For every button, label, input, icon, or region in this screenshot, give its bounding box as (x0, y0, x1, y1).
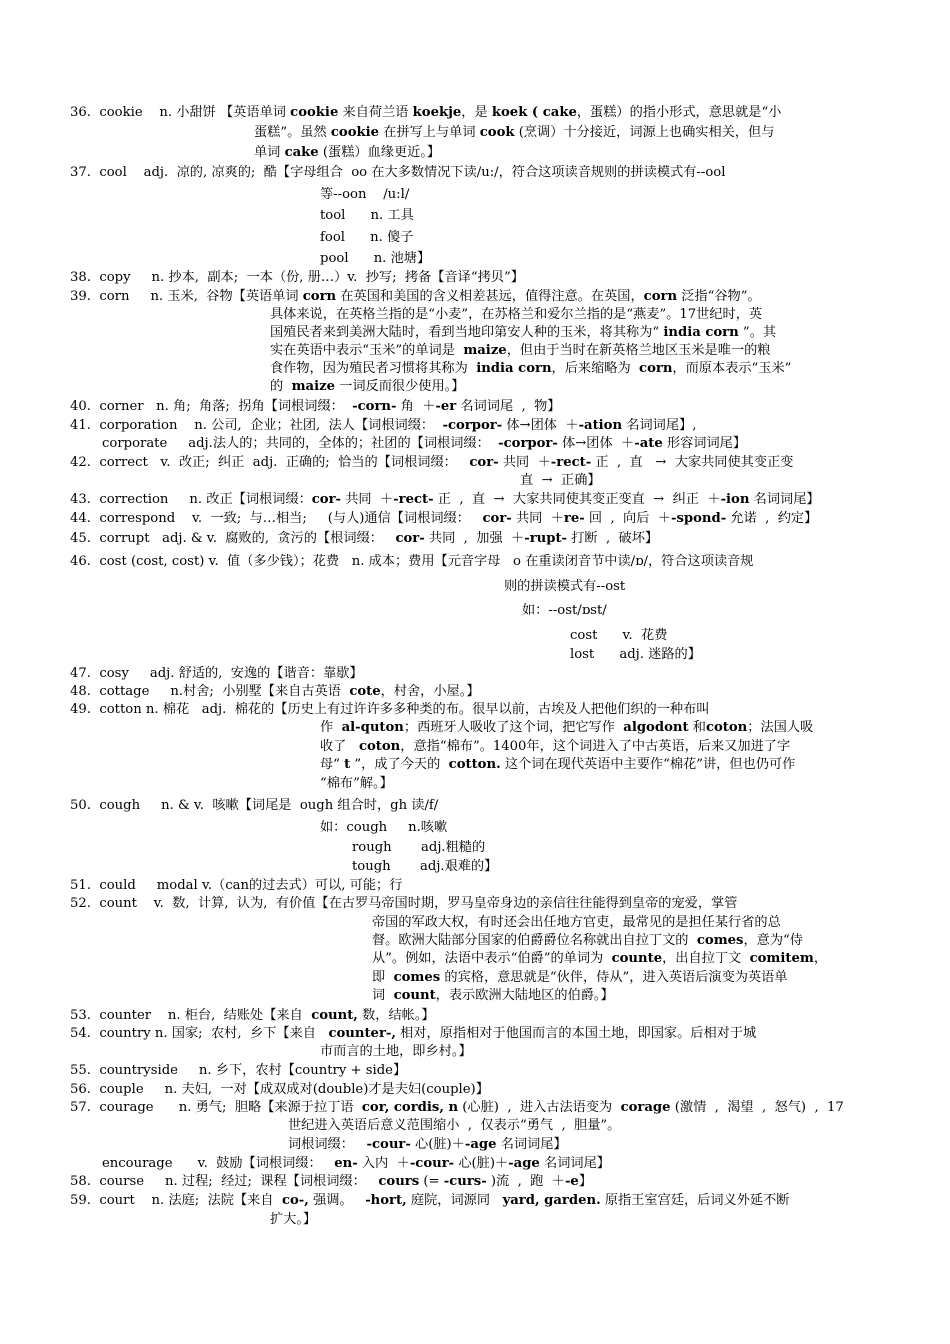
entry-line: 督。欧洲大陆部分国家的伯爵爵位名称就出自拉丁文的 comes，意为“侍 (372, 933, 803, 948)
entry-line: 36. cookie n. 小甜饼 【英语单词 cookie 来自荷兰语 koekje，是 koek ( cake，蛋糕）的指小形式，意思就是“小 (70, 105, 782, 120)
entry-line: encourage v. 鼓励【词根词缀： en- 入内 ＋-cour- 心(脏)＋-age 名词词尾】 (102, 1156, 610, 1171)
entry-line: 40. corner n. 角; 角落; 拐角【词根词缀： -corn- 角 ＋-er 名词词尾 , 物】 (70, 399, 561, 414)
entry-line: 国殖民者来到美洲大陆时，看到当地印第安人种的玉米，将其称为“ india corn ”。其 (270, 325, 777, 340)
entry-line: 从”。例如，法语中表示“伯爵”的单词为 counte，出自拉丁文 comitem， (372, 951, 828, 966)
entry-line: 45. corrupt adj. & v. 腐败的, 贪污的【根词缀： cor- 共同 , 加强 ＋-rupt- 打断 , 破坏】 (70, 531, 659, 546)
entry-line: 48. cottage n.村舍; 小别墅【来自古英语 cote，村舍，小屋。】 (70, 684, 480, 699)
entry-line: 54. country n. 国家; 农村, 乡下【来自 counter-, 相对，原指相对于他国而言的本国土地，即国家。后相对于城 (70, 1026, 757, 1041)
entry-line: 词根词缀： -cour- 心(脏)＋-age 名词词尾】 (288, 1137, 567, 1152)
entry-line: 49. cotton n. 棉花 adj. 棉花的【历史上有过许许多多种类的布。很早以前，古埃及人把他们织的一种布叫 (70, 702, 710, 717)
entry-line: 50. cough n. & v. 咳嗽【词尾是 ough 组合时，gh 读/f/ (70, 798, 439, 813)
entry-line: rough adj.粗糙的 (352, 840, 486, 855)
entry-line: 51. could modal v.（can的过去式）可以, 可能；行 (70, 878, 403, 893)
entry-line: 43. correction n. 改正【词根词缀：cor- 共同 ＋-rect- 正 , 直 → 大家共同使其变正变直 → 纠正 ＋-ion 名词词尾】 (70, 492, 820, 507)
entry-line: 作 al-quton；西班牙人吸收了这个词，把它写作 algodont 和coton；法国人吸 (320, 720, 814, 735)
entry-line: 59. court n. 法庭; 法院【来自 co-, 强调。 -hort, 庭院，词源同 yard, garden. 原指王室宫廷，后词义外延不断 (70, 1193, 790, 1208)
entry-line: 则的拼读模式有--ost (504, 579, 626, 594)
entry-line: 46. cost (cost, cost) v. 值（多少钱）；花费 n. 成本；费用【元音字母 o 在重读闭音节中读/ɒ/，符合这项读音规 (70, 554, 754, 569)
entry-line: 37. cool adj. 凉的, 凉爽的; 酷【字母组合 oo 在大多数情况下读/u:/，符合这项读音规则的拼读模式有--ool (70, 165, 726, 180)
entry-line: 如：--ost/ɒst/ (522, 603, 607, 618)
entry-line: 等--oon /u:l/ (320, 187, 410, 202)
entry-line: 实在英语中表示“玉米”的单词是 maize，但由于当时在新英格兰地区玉米是唯一的粮 (270, 343, 771, 358)
entry-line: 42. correct v. 改正; 纠正 adj. 正确的; 恰当的【词根词缀： cor- 共同 ＋-rect- 正 , 直 → 大家共同使其变正变 (70, 455, 794, 470)
entry-line: 世纪进入英语后意义范围缩小 , 仅表示“勇气 , 胆量”。 (288, 1118, 621, 1133)
entry-line: 蛋糕”。虽然 cookie 在拼写上与单词 cook (烹调）十分接近，词源上也确实相关，但与 (254, 125, 775, 140)
entry-line: 44. correspond v. 一致; 与…相当; (与人)通信【词根词缀： cor- 共同 ＋re- 回 , 向后 ＋-spond- 允诺 , 约定】 (70, 511, 818, 526)
entry-line: 56. couple n. 夫妇, 一对【成双成对(double)才是夫妇(couple)】 (70, 1082, 489, 1097)
entry-line: 母“ t ”，成了今天的 cotton. 这个词在现代英语中主要作“棉花”讲，但也仍可作 (320, 757, 796, 772)
entry-line: “棉布”解。】 (320, 776, 393, 791)
entry-line: 53. counter n. 柜台, 结账处【来自 count, 数，结帐。】 (70, 1008, 435, 1023)
entry-line: 帝国的军政大权，有时还会出任地方官吏，最常见的是担任某行省的总 (372, 915, 781, 930)
entry-line: 直 → 正确】 (520, 473, 601, 488)
entry-line: 即 comes 的宾格，意思就是“伙伴，侍从”，进入英语后演变为英语单 (372, 970, 788, 985)
entry-line: 47. cosy adj. 舒适的, 安逸的【谐音：靠歇】 (70, 666, 363, 681)
entry-line: 55. countryside n. 乡下，农村【country + side】 (70, 1063, 407, 1078)
entry-line: 39. corn n. 玉米, 谷物【英语单词 corn 在英国和美国的含义相差甚远，值得注意。在英国，corn 泛指“谷物”。 (70, 289, 761, 304)
entry-line: 市而言的土地，即乡村。】 (320, 1044, 472, 1059)
entry-line: cost v. 花费 (570, 628, 668, 643)
entry-line: tool n. 工具 (320, 208, 414, 223)
entry-line: 的 maize 一词反而很少使用。】 (270, 379, 465, 394)
entry-line: 如：cough n.咳嗽 (320, 820, 448, 835)
entry-line: corporate adj.法人的；共同的，全体的；社团的【词根词缀： -corpor- 体→团体 ＋-ate 形容词词尾】 (102, 436, 747, 451)
entry-line: 38. copy n. 抄本, 副本; 一本（份, 册…）v. 抄写; 拷备【音译“拷贝”】 (70, 270, 524, 285)
entry-line: 58. course n. 过程; 经过; 课程【词根词缀： cours (= -curs- )流 , 跑 ＋-e】 (70, 1174, 593, 1189)
entry-line: 词 count，表示欧洲大陆地区的伯爵。】 (372, 988, 614, 1003)
entry-line: tough adj.艰难的】 (352, 859, 498, 874)
entry-line: 收了 coton，意指“棉布”。1400年，这个词进入了中古英语，后来又加进了字 (320, 739, 791, 754)
entry-line: 41. corporation n. 公司, 企业；社团, 法人【词根词缀： -corpor- 体→团体 ＋-ation 名词词尾】, (70, 418, 697, 433)
entry-line: lost adj. 迷路的】 (570, 647, 701, 662)
entry-line: 扩大。】 (270, 1212, 317, 1227)
entry-line: fool n. 傻子 (320, 230, 414, 245)
entry-line: 52. count v. 数, 计算, 认为, 有价值【在古罗马帝国时期，罗马皇帝身边的亲信往往能得到皇帝的宠爱，掌管 (70, 896, 738, 911)
entry-line: 具体来说，在英格兰指的是“小麦”，在苏格兰和爱尔兰指的是“燕麦”。17世纪时，英 (270, 307, 763, 322)
entry-line: pool n. 池塘】 (320, 251, 431, 266)
entry-line: 57. courage n. 勇气; 胆略【来源于拉丁语 cor, cordis, n (心脏) , 进入古法语变为 corage (激情 , 渴望 , 怒气) , 17 (70, 1100, 844, 1115)
entry-line: 食作物，因为殖民者习惯将其称为 india corn，后来缩略为 corn，而原本表示“玉米” (270, 361, 792, 376)
entry-line: 单词 cake (蛋糕）血缘更近。】 (254, 145, 441, 160)
